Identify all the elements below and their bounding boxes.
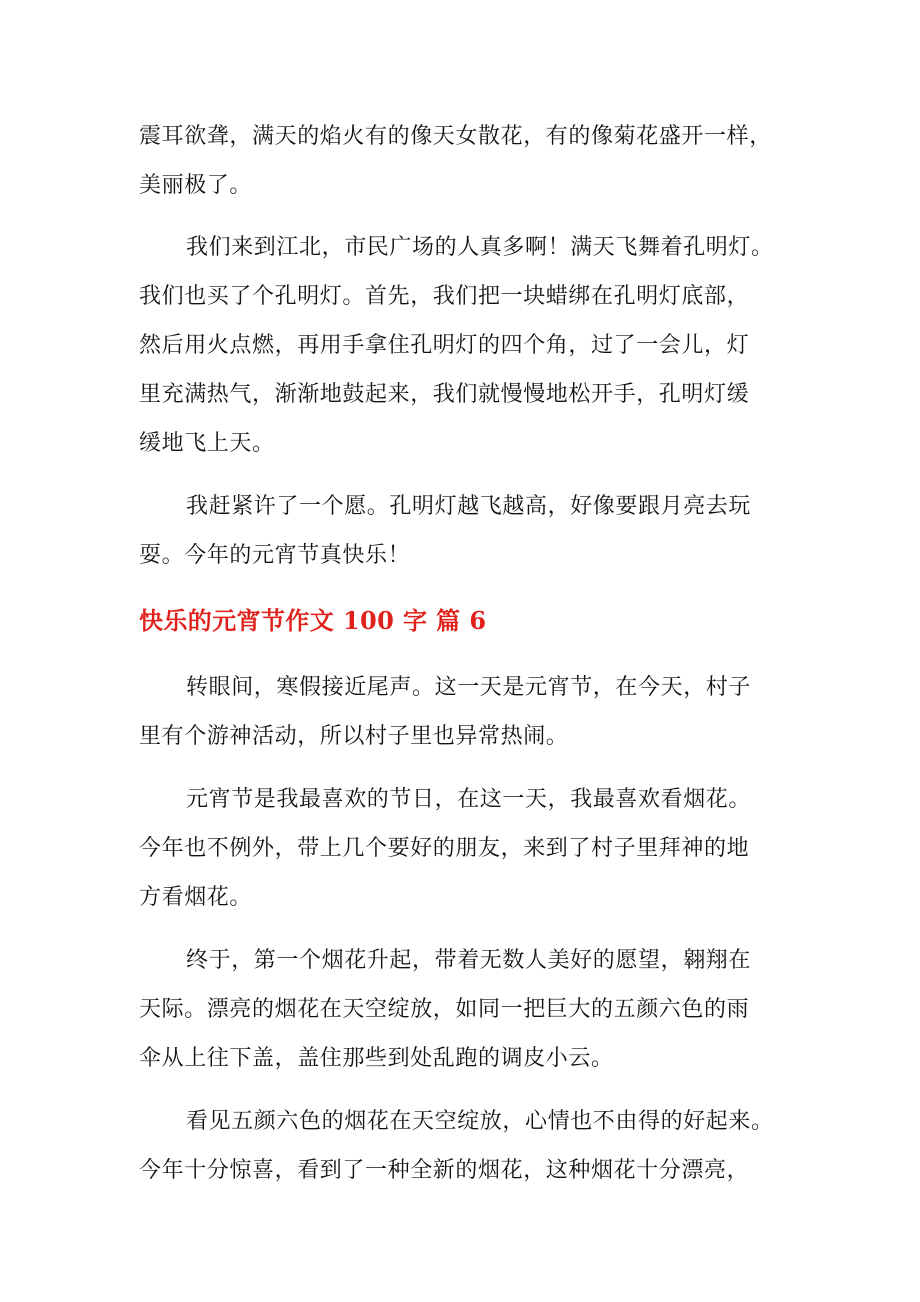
- paragraph-line: 我赶紧许了一个愿。孔明灯越飞越高，好像要跟月亮去玩: [186, 494, 752, 519]
- section-heading: 快乐的元宵节作文 100 字 篇 6: [139, 606, 487, 635]
- paragraph-line: 转眼间，寒假接近尾声。这一天是元宵节，在今天，村子: [186, 675, 752, 700]
- paragraph-line: 里充满热气，渐渐地鼓起来，我们就慢慢地松开手，孔明灯缓: [139, 382, 750, 407]
- paragraph-line: 元宵节是我最喜欢的节日，在这一天，我最喜欢看烟花。: [186, 787, 752, 812]
- paragraph-line: 看见五颜六色的烟花在天空绽放，心情也不由得的好起来。: [186, 1109, 774, 1134]
- paragraph-line: 伞从上往下盖，盖住那些到处乱跑的调皮小云。: [139, 1046, 614, 1071]
- paragraph-line: 震耳欲聋，满天的焰火有的像天女散花，有的像菊花盛开一样，: [139, 124, 772, 149]
- paragraph-line: 方看烟花。: [139, 885, 253, 910]
- paragraph-line: 美丽极了。: [139, 173, 253, 198]
- paragraph-line: 我们也买了个孔明灯。首先，我们把一块蜡绑在孔明灯底部，: [139, 284, 750, 309]
- paragraph-line: 缓地飞上天。: [139, 431, 275, 456]
- paragraph-line: 我们来到江北，市民广场的人真多啊！满天飞舞着孔明灯。: [186, 235, 774, 260]
- paragraph-line: 里有个游神活动，所以村子里也异常热闹。: [139, 724, 569, 749]
- paragraph-line: 天际。漂亮的烟花在天空绽放，如同一把巨大的五颜六色的雨: [139, 997, 750, 1022]
- paragraph-line: 今年十分惊喜，看到了一种全新的烟花，这种烟花十分漂亮，: [139, 1158, 750, 1183]
- paragraph-line: 耍。今年的元宵节真快乐！: [139, 543, 411, 568]
- paragraph-line: 然后用火点燃，再用手拿住孔明灯的四个角，过了一会儿，灯: [139, 333, 750, 358]
- paragraph-line: 终于，第一个烟花升起，带着无数人美好的愿望，翱翔在: [186, 948, 752, 973]
- paragraph-line: 今年也不例外，带上几个要好的朋友，来到了村子里拜神的地: [139, 836, 750, 861]
